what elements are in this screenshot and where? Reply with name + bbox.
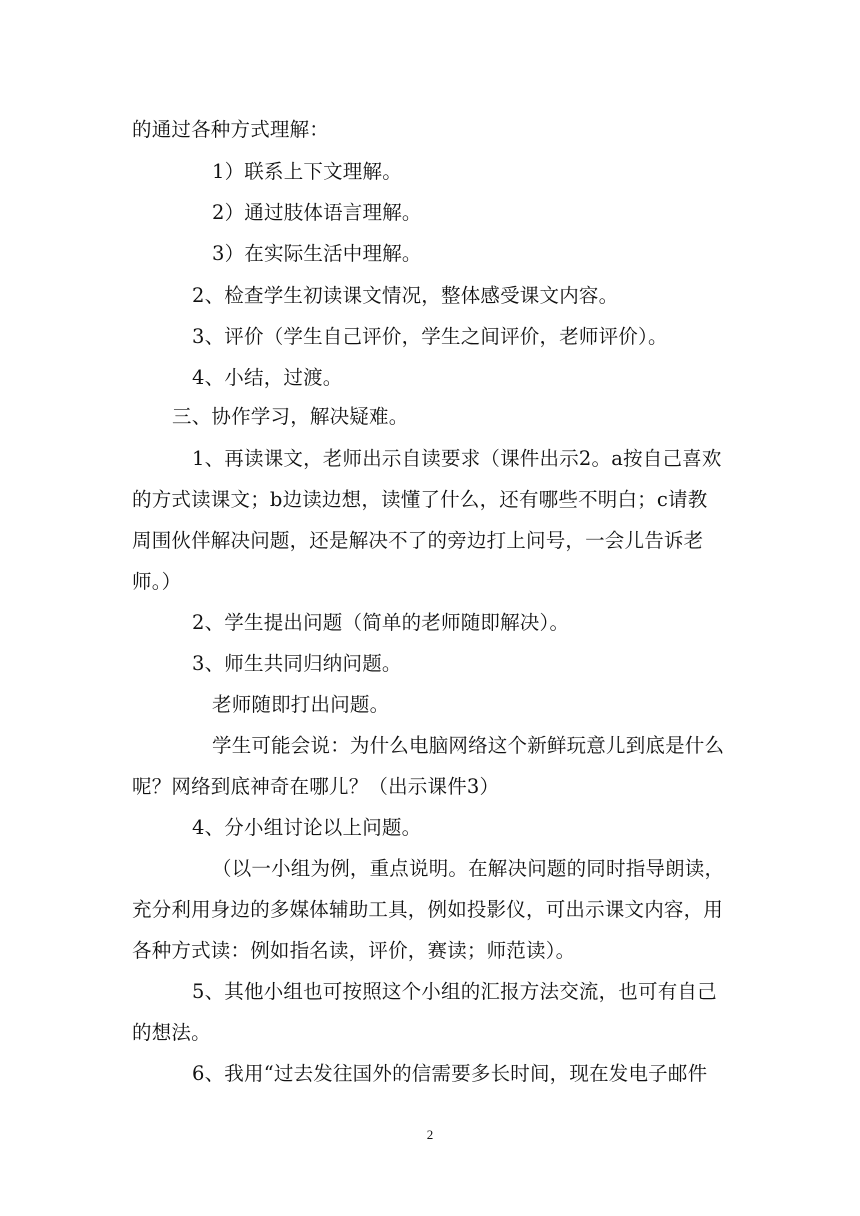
- text-line: 的通过各种方式理解：: [132, 118, 330, 141]
- text-line: 5、其他小组也可按照这个小组的汇报方法交流，也可有自己: [192, 980, 717, 1003]
- text-line: 2、检查学生初读课文情况，整体感受课文内容。: [192, 284, 619, 307]
- text-line: 学生可能会说：为什么电脑网络这个新鲜玩意儿到底是什么: [212, 734, 725, 757]
- text-line: 周围伙伴解决问题，还是解决不了的旁边打上问号，一会儿告诉老: [132, 529, 704, 552]
- text-line: 充分利用身边的多媒体辅助工具，例如投影仪，可出示课文内容，用: [132, 898, 724, 921]
- text-line: 三、协作学习，解决疑难。: [172, 405, 409, 428]
- text-line: （以一小组为例，重点说明。在解决问题的同时指导朗读，: [212, 857, 725, 880]
- text-line: 的想法。: [132, 1021, 211, 1044]
- text-line: 4、分小组讨论以上问题。: [192, 816, 422, 839]
- text-line: 1、再读课文，老师出示自读要求（课件出示2。a按自己喜欢: [192, 447, 722, 470]
- text-line: 2）通过肢体语言理解。: [212, 201, 422, 224]
- text-line: 各种方式读：例如指名读，评价，赛读；师范读）。: [132, 939, 576, 962]
- text-line: 1）联系上下文理解。: [212, 160, 402, 183]
- text-line: 的方式读课文；b边读边想，读懂了什么，还有哪些不明白；c请教: [132, 488, 708, 511]
- text-line: 6、我用“过去发往国外的信需要多长时间，现在发电子邮件: [192, 1062, 708, 1085]
- text-line: 呢？网络到底神奇在哪儿？（出示课件3）: [132, 775, 500, 798]
- text-line: 3）在实际生活中理解。: [212, 242, 422, 265]
- text-line: 2、学生提出问题（简单的老师随即解决）。: [192, 611, 570, 634]
- text-line: 3、师生共同归纳问题。: [192, 652, 402, 675]
- page-number: 2: [426, 1127, 434, 1142]
- text-line: 3、评价（学生自己评价，学生之间评价，老师评价）。: [192, 325, 668, 348]
- text-line: 4、小结，过渡。: [192, 366, 343, 389]
- text-line: 师。）: [132, 570, 182, 593]
- text-line: 老师随即打出问题。: [212, 693, 390, 716]
